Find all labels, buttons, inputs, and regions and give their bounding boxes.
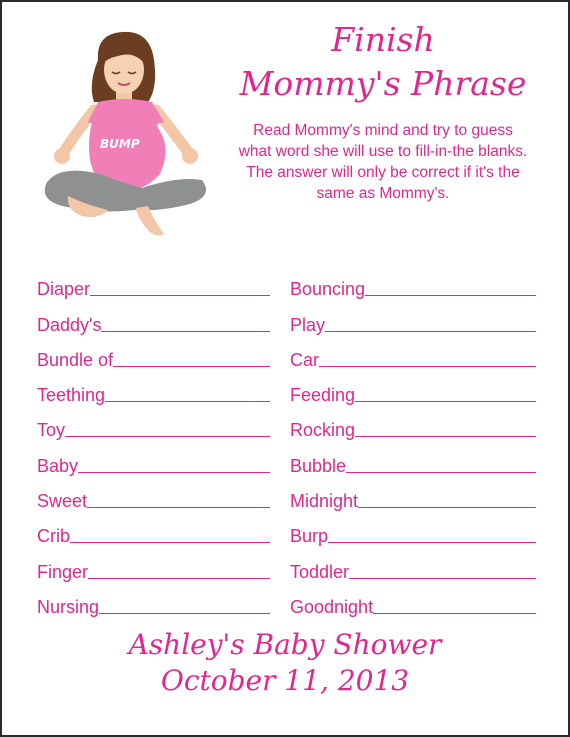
phrase-label: Toy: [37, 420, 66, 441]
blank-line: [90, 295, 270, 296]
phrase-list-right: [290, 264, 536, 617]
blank-line: [373, 613, 536, 614]
phrase-row[interactable]: [290, 440, 536, 475]
blank-line: [358, 507, 536, 508]
phrase-label: Play: [290, 314, 326, 335]
blank-line: [88, 578, 270, 579]
phrase-row[interactable]: [37, 582, 270, 617]
blank-line: [346, 472, 536, 473]
phrase-label: Daddy's: [37, 314, 102, 335]
blank-line: [105, 401, 270, 402]
blank-line: [65, 436, 270, 437]
phrase-label: Bundle of: [37, 349, 114, 370]
phrase-row[interactable]: [290, 335, 536, 370]
phrase-label: Car: [290, 349, 320, 370]
blank-line: [365, 295, 536, 296]
phrase-row[interactable]: [37, 511, 270, 546]
phrase-row[interactable]: [37, 264, 270, 299]
blank-line: [101, 331, 270, 332]
phrase-label: Burp: [290, 526, 329, 547]
phrase-row[interactable]: [37, 546, 270, 581]
phrase-label: Teething: [37, 385, 106, 406]
phrase-label: Goodnight: [290, 596, 374, 617]
phrase-label: Nursing: [37, 596, 100, 617]
phrase-row[interactable]: [290, 546, 536, 581]
phrase-label: Crib: [37, 526, 71, 547]
blank-line: [87, 507, 270, 508]
blank-line: [113, 366, 270, 367]
phrase-row[interactable]: [290, 264, 536, 299]
phrase-label: Bubble: [290, 455, 347, 476]
blank-line: [328, 542, 536, 543]
title-line-2: Mommy's Phrase: [239, 64, 527, 103]
phrase-row[interactable]: [290, 370, 536, 405]
phrase-row[interactable]: [37, 476, 270, 511]
blank-line: [355, 401, 536, 402]
phrase-row[interactable]: [37, 370, 270, 405]
title-line-1: Finish: [331, 20, 435, 59]
blank-line: [99, 613, 270, 614]
shirt-text: BUMP: [100, 137, 140, 151]
blank-line: [78, 472, 270, 473]
phrase-label: Sweet: [37, 491, 88, 512]
phrase-label: Finger: [37, 561, 89, 582]
phrase-label: Rocking: [290, 420, 356, 441]
phrase-row[interactable]: [290, 405, 536, 440]
event-date: October 11, 2013: [160, 664, 410, 697]
phrase-label: Baby: [37, 455, 79, 476]
phrase-row[interactable]: [290, 582, 536, 617]
instructions-text: Read Mommy's mind and try to guess what word she will use to fill-in-the blanks. The answer will only be correct if it's the same as Mommy's.: [238, 122, 528, 202]
blank-line: [70, 542, 270, 543]
phrase-label: Feeding: [290, 385, 356, 406]
phrase-list-left: [37, 264, 270, 617]
blank-line: [325, 331, 536, 332]
phrase-row[interactable]: [290, 511, 536, 546]
phrase-label: Midnight: [290, 491, 359, 512]
blank-line: [319, 366, 536, 367]
phrase-row[interactable]: [37, 335, 270, 370]
blank-line: [349, 578, 536, 579]
phrase-row[interactable]: [290, 476, 536, 511]
blank-line: [355, 436, 536, 437]
phrase-row[interactable]: [290, 299, 536, 334]
phrase-row[interactable]: [37, 299, 270, 334]
pregnant-mom-illustration: [38, 28, 214, 242]
event-name: Ashley's Baby Shower: [128, 628, 442, 661]
phrase-label: Bouncing: [290, 279, 366, 300]
phrase-row[interactable]: [37, 405, 270, 440]
phrase-label: Diaper: [37, 279, 91, 300]
phrase-row[interactable]: [37, 440, 270, 475]
phrase-label: Toddler: [290, 561, 350, 582]
